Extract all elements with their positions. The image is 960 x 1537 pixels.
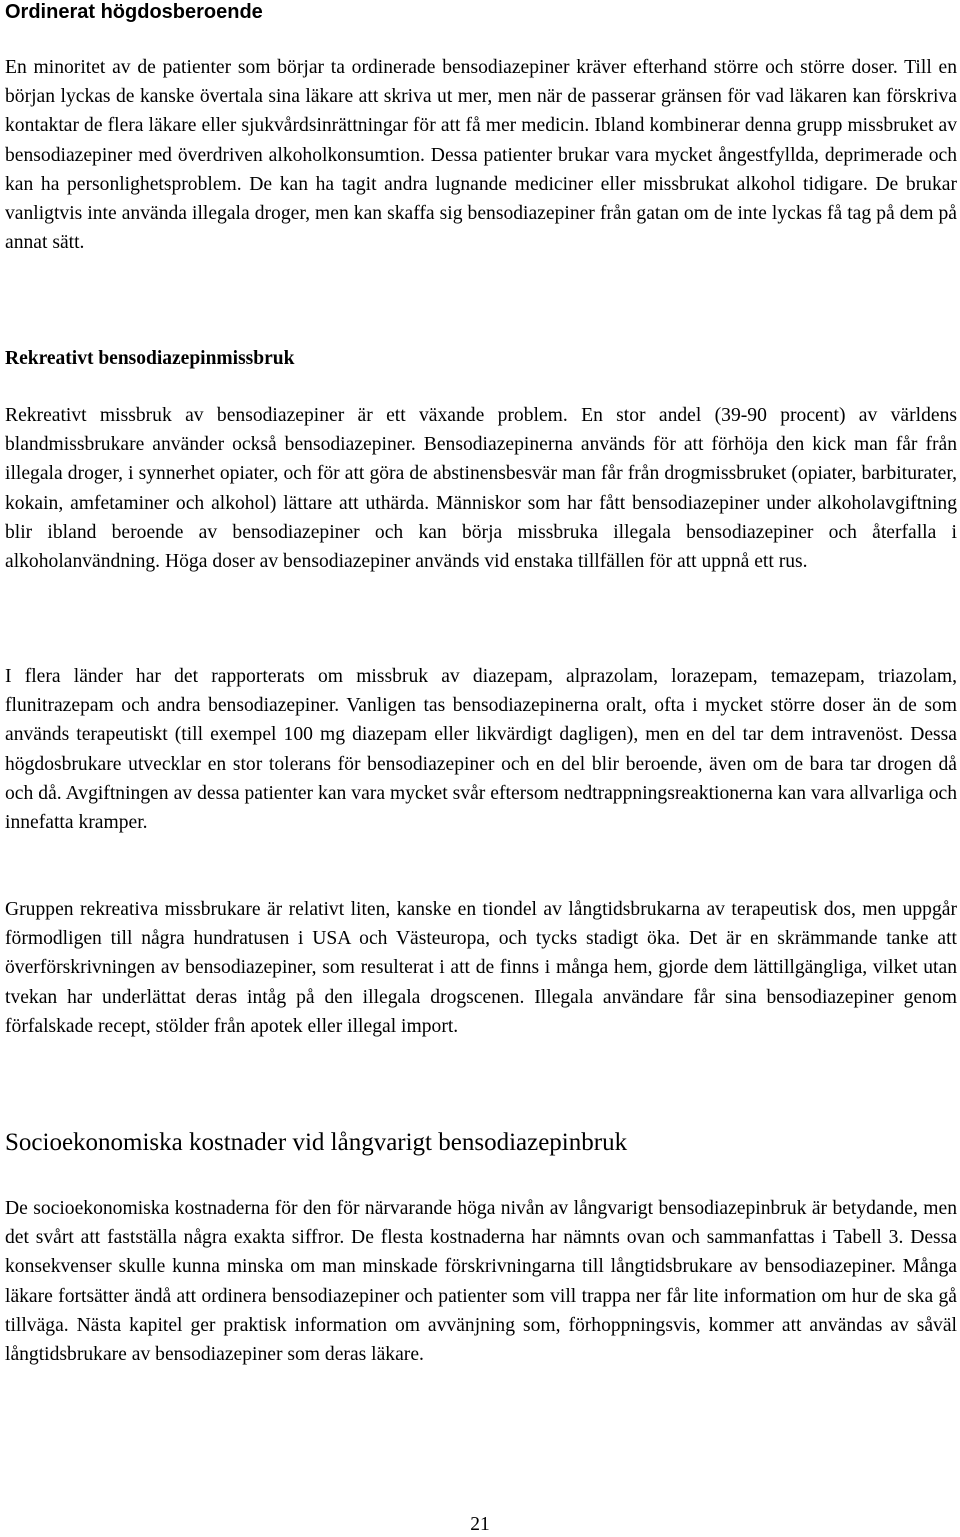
paragraph: I flera länder har det rapporterats om missbruk av diazepam, alprazolam, lorazepam, temazepam, triazolam, flunitrazepam och andra bensodiazepiner. Vanligen tas bensodiazepinerna oralt, ofta i mycket större doser än de som används terapeutiskt (till exempel 100 mg diazepam eller likvärdigt dagligen), men en del tar dem intravenöst. Dessa högdosbrukare utvecklar en stor tolerans för bensodiazepiner och en del blir beroende, även om de bara tar drogen då och då. Avgiftningen av dessa patienter kan vara mycket svår eftersom nedtrappningsreaktionerna kan vara allvarliga och innefatta kramper. bbox=[5, 666, 957, 834]
section-heading-ordinerat: Ordinerat högdosberoende bbox=[5, 1, 263, 23]
page-number: 21 bbox=[470, 1514, 490, 1535]
paragraph: De socioekonomiska kostnaderna för den för närvarande höga nivån av långvarigt bensodiazepinbruk är betydande, men det svårt att fastställa några exakta siffror. De flesta kostnaderna har nämnts ovan och sammanfattas i Tabell 3. Dessa konsekvenser skulle kunna minska om man minskade förskrivningarna till långtidsbrukare av bensodiazepiner. Många läkare fortsätter ändå att ordinera bensodiazepiner och patienter som vill trappa ner får lite information om hur de ska gå tillväga. Nästa kapitel ger praktisk information om avvänjning som, förhoppningsvis, kommer att användas av såväl långtidsbrukare av bensodiazepiner som deras läkare. bbox=[5, 1198, 957, 1366]
paragraph: Gruppen rekreativa missbrukare är relativt liten, kanske en tiondel av långtidsbrukarna av terapeutisk dos, men uppgår förmodligen till några hundratusen i USA och Västeuropa, och tycks stadigt öka. Det är en skrämmande tanke att överförskrivningen av bensodiazepiner, som resulterat i att de finns i många hem, gjorde dem lättillgängliga, vilket utan tvekan har underlättat deras intåg på den illegala drogscenen. Illegala användare får sina bensodiazepiner genom förfalskade recept, stölder från apotek eller illegal import. bbox=[5, 899, 957, 1037]
paragraph: Rekreativt missbruk av bensodiazepiner är ett växande problem. En stor andel (39-90 procent) av världens blandmissbrukare använder också bensodiazepiner. Bensodiazepinerna används för att förhöja den kick man får från illegala droger, i synnerhet opiater, och för att göra de abstinensbesvär man får från drogmissbruket (opiater, barbiturater, kokain, amfetaminer och alkohol) lättare att uthärda. Människor som har fått bensodiazepiner under alkoholavgiftning blir ibland beroende av bensodiazepiner och kan börja missbruka illegala bensodiazepiner och återfalla i alkoholanvändning. Höga doser av bensodiazepiner används vid enstaka tillfällen för att uppnå ett rus. bbox=[5, 405, 957, 573]
section-heading-socioekonomiska: Socioekonomiska kostnader vid långvarigt bensodiazepinbruk bbox=[5, 1129, 628, 1156]
section-heading-rekreativt: Rekreativt bensodiazepinmissbruk bbox=[5, 348, 295, 369]
paragraph: En minoritet av de patienter som börjar ta ordinerade bensodiazepiner kräver efterhand större och större doser. Till en början lyckas de kanske övertala sina läkare att skriva ut mer, men när de passerar gränsen för vad läkaren kan förskriva kontaktar de flera läkare eller sjukvårdsinrättningar för att få mer medicin. Ibland kombinerar denna grupp missbruket av bensodiazepiner med överdriven alkoholkonsumtion. Dessa patienter brukar vara mycket ångestfyllda, deprimerade och kan ha personlighetsproblem. De kan ha tagit andra lugnande mediciner eller missbrukat alkohol tidigare. De brukar vanligtvis inte använda illegala droger, men kan skaffa sig bensodiazepiner från gatan om de inte lyckas få tag på dem på annat sätt. bbox=[5, 57, 957, 254]
